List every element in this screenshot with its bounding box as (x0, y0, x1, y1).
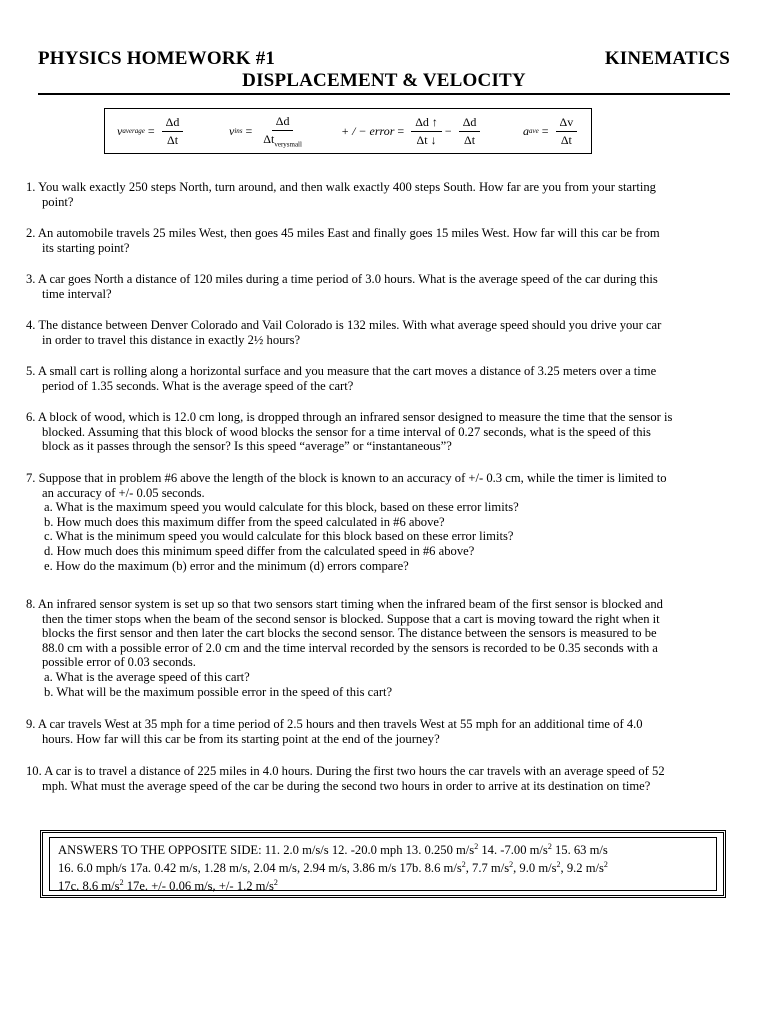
answers-segment: , 9.0 m/s (513, 860, 557, 875)
fraction (556, 115, 578, 148)
question-text-continued: point? (42, 194, 74, 209)
question-text: 9. A car travels West at 35 mph for a time period of 2.5 hours and then travels West at 55 mph for an additional time of 4.0 (26, 717, 643, 731)
superscript: 2 (603, 859, 608, 869)
denominator: Δt (166, 132, 179, 147)
answers-text (49, 837, 717, 891)
denominator-subscript: verysmall (274, 140, 302, 149)
answers-segment: , 9.2 m/s (560, 860, 604, 875)
answers-line-3 (58, 876, 708, 894)
question-text: 7. Suppose that in problem #6 above the length of the block is known to an accuracy of +/- 0.3 cm, while the timer is limited to (26, 471, 667, 485)
question-subpart: a. What is the maximum speed you would calculate for this block, based on these error limits? (44, 500, 519, 515)
formula-subscript: average (122, 127, 145, 135)
question-text-continued: possible error of 0.03 seconds. (42, 655, 196, 670)
question-text-continued: blocked. Assuming that this block of wood blocks the sensor for a time interval of 0.27 seconds, what is the speed of this (42, 424, 651, 439)
equals-sign: = (397, 123, 405, 138)
question-text-continued: mph. What must the average speed of the car be during the second two hours in order to arrive at its destination on time? (42, 778, 651, 793)
answers-segment: 15. 63 m/s (551, 843, 608, 858)
question-6 (26, 410, 742, 454)
formula-symbol: v (229, 123, 235, 138)
denominator: Δt (464, 132, 476, 147)
question-10 (26, 764, 742, 793)
question-text-continued: time interval? (42, 286, 112, 301)
answers-segment: 16. 6.0 mph/s 17a. 0.42 m/s, 1.28 m/s, 2.04 m/s, 2.94 m/s, 3.86 m/s 17b. 8.6 m/s (58, 860, 462, 875)
question-text-continued: hours. How far will this car be from its starting point at the end of the journey? (42, 731, 440, 746)
answers-segment: , 7.7 m/s (465, 860, 510, 875)
topic-title: KINEMATICS (604, 48, 730, 69)
formula-box (104, 108, 592, 154)
question-subpart: b. How much does this maximum differ from the speed calculated in #6 above? (44, 514, 445, 529)
question-5 (26, 364, 742, 393)
equals-sign: = (541, 123, 549, 138)
formula-subscript: ave (529, 127, 539, 135)
denominator: Δt (560, 132, 572, 147)
question-2 (26, 226, 742, 255)
superscript: 2 (474, 842, 479, 851)
question-subpart: a. What is the average speed of this cart? (44, 669, 250, 684)
equals-sign: = (147, 123, 155, 138)
question-4 (26, 318, 742, 347)
fraction (259, 114, 306, 148)
question-text-continued: period of 1.35 seconds. What is the average speed of the cart? (42, 378, 354, 393)
superscript: 2 (556, 859, 561, 869)
answers-segment: ANSWERS TO THE OPPOSITE SIDE: 11. 2.0 m/s/s 12. -20.0 mph 13. 0.250 m/s (58, 843, 475, 858)
question-text-continued: in order to travel this distance in exactly 2½ hours? (42, 332, 301, 347)
question-text: 8. An infrared sensor system is set up so that two sensors start timing when the infrared beam of the first sensor is blocked and (26, 597, 663, 611)
question-1 (26, 180, 742, 209)
numerator: Δd ↑ (411, 115, 442, 132)
question-text: 10. A car is to travel a distance of 225 miles in 4.0 hours. During the first two hours the car travels with an average speed of 52 (26, 764, 665, 778)
fraction (162, 115, 184, 148)
question-text-continued: its starting point? (42, 240, 130, 255)
numerator: Δv (556, 115, 578, 132)
page-title: PHYSICS HOMEWORK #1 (38, 48, 276, 69)
formula-average-velocity (117, 109, 183, 153)
question-text-continued: blocks the first sensor and then later the cart blocks the second sensor. The distance between the sensors is measured to be (42, 626, 657, 641)
question-text: 3. A car goes North a distance of 120 miles during a time period of 3.0 hours. What is the average speed of the car during this (26, 272, 658, 286)
question-text-continued: block as it passes through the sensor? Is this speed “average” or “instantaneous”? (42, 439, 452, 454)
superscript: 2 (273, 877, 278, 887)
question-text: 4. The distance between Denver Colorado and Vail Colorado is 132 miles. With what average speed should you drive your car (26, 318, 662, 332)
question-subpart: d. How much does this minimum speed differ from the calculated speed in #6 above? (44, 543, 475, 558)
numerator: Δd (162, 115, 184, 132)
formula-instantaneous-velocity (229, 109, 306, 153)
formula-symbol: a (523, 123, 529, 138)
question-7 (26, 471, 742, 573)
question-text: 5. A small cart is rolling along a horizontal surface and you measure that the cart moves a distance of 3.25 meters over a time (26, 364, 657, 378)
formula-symbol: v (117, 123, 123, 138)
question-text-continued: then the timer stops when the beam of the second sensor is blocked. Suppose that a cart is moving toward the right when it (42, 611, 660, 626)
superscript: 2 (119, 877, 124, 887)
question-text: 1. You walk exactly 250 steps North, turn around, and then walk exactly 400 steps South. How far are you from your starting (26, 180, 656, 194)
answers-segment: 17c. 8.6 m/s (58, 878, 120, 893)
question-text-continued: an accuracy of +/- 0.05 seconds. (42, 485, 205, 500)
question-8 (26, 597, 742, 699)
question-9 (26, 717, 742, 746)
answers-line-1 (58, 840, 708, 858)
formula-average-acceleration (523, 109, 577, 153)
question-3 (26, 272, 742, 301)
question-text: 6. A block of wood, which is 12.0 cm long, is dropped through an infrared sensor designed to measure the time that the sensor is (26, 410, 673, 424)
denominator: Δt ↓ (416, 132, 437, 147)
question-text-continued: 88.0 cm with a possible error of 2.0 cm and the time interval recorded by the sensors is recorded to be 0.35 seconds with a (42, 640, 658, 655)
page-subtitle: DISPLACEMENT & VELOCITY (242, 70, 526, 91)
denominator-text: Δt (263, 131, 275, 146)
fraction (411, 115, 442, 148)
formula-error (341, 109, 480, 153)
answers-box (40, 830, 726, 898)
numerator: Δd (272, 114, 294, 131)
question-subpart: e. How do the maximum (b) error and the minimum (d) errors compare? (44, 558, 409, 573)
superscript: 2 (547, 842, 552, 851)
question-text: 2. An automobile travels 25 miles West, then goes 45 miles East and finally goes 15 miles West. How far will this car be from (26, 226, 660, 240)
header-divider (38, 93, 730, 95)
superscript: 2 (461, 859, 466, 869)
superscript: 2 (509, 859, 514, 869)
denominator (259, 131, 306, 148)
question-subpart: b. What will be the maximum possible error in the speed of this cart? (44, 684, 393, 699)
numerator: Δd (459, 115, 481, 132)
question-subpart: c. What is the minimum speed you would calculate for this block based on these error limits? (44, 529, 514, 544)
answers-segment: 17e. +/- 0.06 m/s, +/- 1.2 m/s (123, 878, 274, 893)
fraction (459, 115, 481, 148)
formula-symbol: + / − error (341, 123, 395, 138)
formula-subscript: ins (234, 127, 243, 135)
answers-segment: 14. -7.00 m/s (478, 843, 548, 858)
minus-sign: − (444, 123, 452, 138)
answers-line-2 (58, 858, 708, 876)
equals-sign: = (245, 123, 253, 138)
